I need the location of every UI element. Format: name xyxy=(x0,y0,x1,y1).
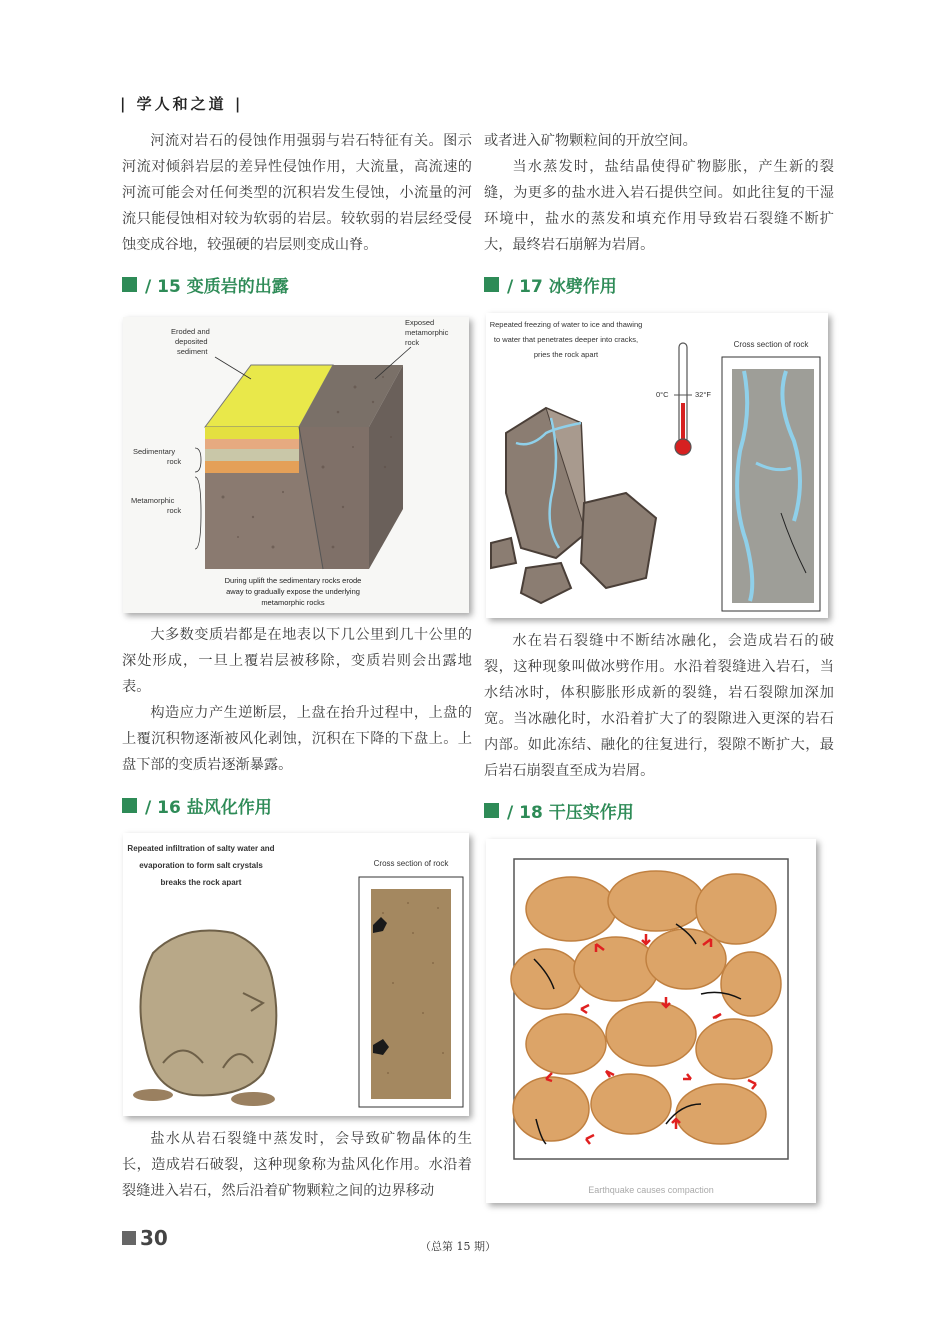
left-text-block-3 xyxy=(122,1126,472,1204)
paragraph-15a: 大多数变质岩都是在地表以下几公里到几十公里的深处形成，一旦上覆岩层被移除，变质岩则会出露地表。 xyxy=(122,627,472,695)
section-15-title: / 15 变质岩的出露 xyxy=(145,277,289,297)
section-16-heading xyxy=(122,793,472,818)
paragraph-intro: 河流对岩石的侵蚀作用强弱与岩石特征有关。图示河流对倾斜岩层的差异性侵蚀作用，大流量，高流速的河流可能会对任何类型的沉积岩发生侵蚀，小流量的河流只能侵蚀相对较为软弱的岩层。较软弱的岩层经受侵蚀变成谷地，较强硬的岩层则变成山脊。 xyxy=(122,133,472,253)
fig15-caption-3: metamorphic rocks xyxy=(261,598,325,607)
right-text-block-1 xyxy=(484,128,834,258)
label-eroded-3: sediment xyxy=(177,347,208,356)
label-exposed-3: rock xyxy=(405,338,420,347)
fig16-label-3: breaks the rock apart xyxy=(160,878,242,887)
paragraph-15b: 构造应力产生逆断层，上盘在抬升过程中，上盘的上覆沉积物逐渐被风化剥蚀，沉积在下降的下盘上。上盘下部的变质岩逐渐暴露。 xyxy=(122,705,472,773)
section-15-heading xyxy=(122,272,472,297)
label-eroded-2: deposited xyxy=(175,337,208,346)
section-18-title: / 18 干压实作用 xyxy=(507,803,634,823)
label-metamorphic-2: rock xyxy=(167,506,182,515)
label-metamorphic-1: Metamorphic xyxy=(131,496,175,505)
fig17-cross-label: Cross section of rock xyxy=(733,340,809,349)
section-16-title: / 16 盐风化作用 xyxy=(145,798,272,818)
issue-number: （总第 15 期） xyxy=(420,1240,496,1253)
section-marker-icon xyxy=(122,798,137,813)
section-marker-icon xyxy=(484,803,499,818)
section-18-heading xyxy=(484,798,834,823)
fig16-label-2: evaporation to form salt crystals xyxy=(139,861,263,870)
figure-16-salt-weathering xyxy=(123,833,469,1116)
page-number xyxy=(122,1226,168,1250)
fig17-label-3: pries the rock apart xyxy=(533,350,599,359)
page-marker-icon xyxy=(122,1231,136,1245)
figure-15-metamorphic-exposure xyxy=(123,317,469,613)
label-exposed-2: metamorphic xyxy=(405,328,449,337)
label-eroded-1: Eroded and xyxy=(171,327,210,336)
left-intro-block xyxy=(122,128,472,258)
page-number-text: 30 xyxy=(140,1226,168,1250)
running-header: | 学人和之道 | xyxy=(120,95,244,113)
label-sedimentary-1: Sedimentary xyxy=(133,447,176,456)
label-sedimentary-2: rock xyxy=(167,457,182,466)
figure-18-compaction xyxy=(486,839,816,1203)
thermo-fahrenheit: 32°F xyxy=(695,390,711,399)
section-marker-icon xyxy=(484,277,499,292)
section-17-title: / 17 冰劈作用 xyxy=(507,277,617,297)
paragraph-evaporation: 当水蒸发时，盐结晶使得矿物膨胀，产生新的裂缝，为更多的盐水进入岩石提供空间。如此往复的干湿环境中，盐水的蒸发和填充作用导致岩石裂缝不断扩大，最终岩石崩解为岩屑。 xyxy=(484,159,834,253)
paragraph-16: 盐水从岩石裂缝中蒸发时，会导致矿物晶体的生长，造成岩石破裂，这种现象称为盐风化作用。水沿着裂缝进入岩石，然后沿着矿物颗粒之间的边界移动 xyxy=(122,1131,472,1199)
paragraph-continued: 或者进入矿物颗粒间的开放空间。 xyxy=(484,133,697,149)
fig17-label-2: to water that penetrates deeper into cracks, xyxy=(493,335,639,344)
label-exposed-1: Exposed xyxy=(405,318,435,327)
figure-17-frost-wedging xyxy=(486,313,828,618)
section-marker-icon xyxy=(122,277,137,292)
fig16-label-1: Repeated infiltration of salty water and xyxy=(127,844,275,853)
paragraph-17: 水在岩石裂缝中不断结冰融化，会造成岩石的破裂，这种现象叫做冰劈作用。水沿着裂缝进入岩石，当水结冰时，体积膨胀形成新的裂缝，岩石裂隙加深加宽。当冰融化时，水沿着扩大了的裂隙进入更深的岩石内部。如此冻结、融化的往复进行，裂隙不断扩大，最后岩石崩裂直至成为岩屑。 xyxy=(484,633,834,779)
fig16-cross-label: Cross section of rock xyxy=(373,859,449,868)
fig18-caption: Earthquake causes compaction xyxy=(588,1185,714,1195)
left-text-block-2 xyxy=(122,622,472,778)
fig17-label-1: Repeated freezing of water to ice and thawing xyxy=(489,320,643,329)
fig15-caption-1: During uplift the sedimentary rocks erode xyxy=(224,576,362,585)
thermo-celsius: 0°C xyxy=(656,390,669,399)
right-text-block-2 xyxy=(484,628,834,784)
fig15-caption-2: away to gradually expose the underlying xyxy=(226,587,360,596)
section-17-heading xyxy=(484,272,834,297)
